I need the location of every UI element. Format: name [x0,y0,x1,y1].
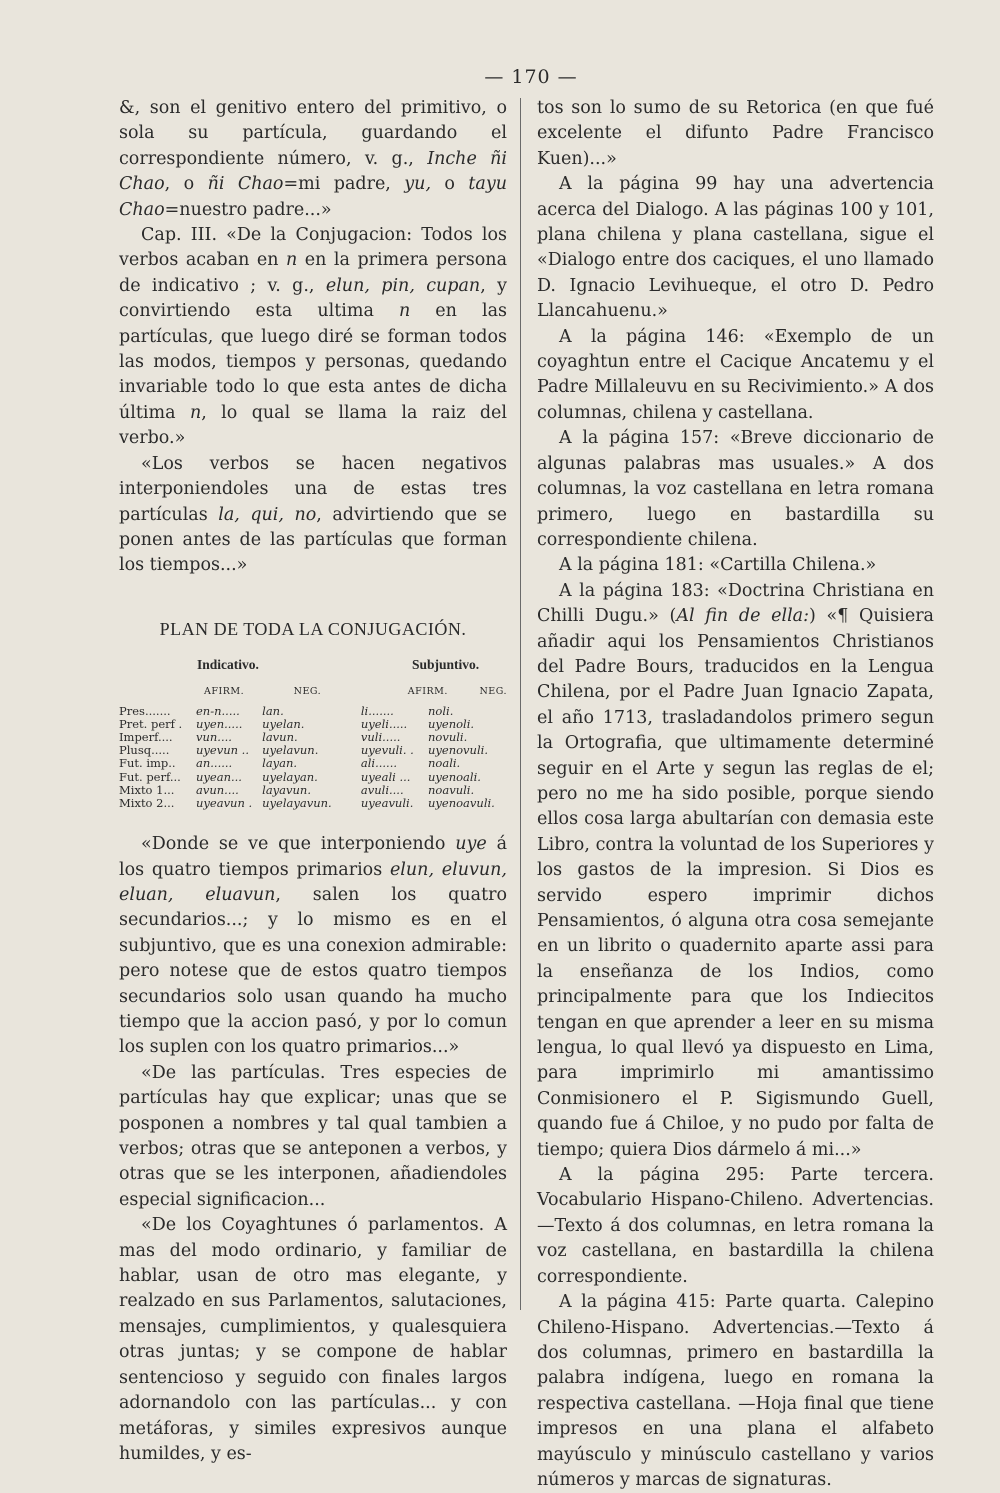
column-divider [520,98,521,1310]
paragraph-diccionario: A la página 157: «Breve diccionario de algunas palabras mas usuales.» A dos columnas, la voz castellana en letra romana primero, luego en bastardilla su correspondiente chilena. [537,428,934,550]
left-column [119,96,507,1467]
conjugation-row [119,718,507,731]
subjuntivo-neg: noavuli. [428,782,475,797]
tense-label: Fut. imp.. [119,756,176,771]
tense-label: Mixto 1... [119,782,175,797]
paragraph-genitive: &, son el genitivo entero del primitivo, o sola su partícula, guardando el correspondiente número, v. g., Inche ñi Chao, o ñi Chao=mi padre, yu, o tayu Chao=nuestro padre...» [119,98,507,220]
tense-label: Pres....... [119,703,171,718]
indicativo-afirm: avun.... [196,782,239,797]
paragraph-vocabulario: A la página 295: Parte tercera. Vocabulario Hispano-Chileno. Advertencias.—Texto á dos columnas, en letra romana la voz castellana, en bastardilla la chilena correspondiente. [537,1165,934,1287]
conjugation-row [119,784,507,797]
paragraph-exemplo: A la página 146: «Exemplo de un coyaghtun entre el Cacique Ancatemu y el Padre Millaleuvu en su Recivimiento.» A dos columnas, chilena y castellana. [537,326,934,423]
subjuntivo-neg: noali. [428,756,461,771]
subjuntivo-afirm: uyeali ... [360,769,411,784]
conjugation-row [119,757,507,770]
conjugation-headers [119,658,507,671]
page-number: — 170 — [484,66,578,88]
paragraph-particulas: «De las partículas. Tres especies de partículas hay que explicar; unas que se posponen a nombres y tal qual tambien a verbos; otras que se anteponen a verbos, y otras que se les interponen, añadiendoles especial significacion... [119,1062,507,1210]
header-subjuntivo: Subjuntivo. [412,657,480,673]
paragraph-interponiendo: «Donde se ve que interponiendo uye á los quatro tiempos primarios elun, eluvun, eluan, eluavun, salen los quatro secundarios...; y lo mismo es en el subjuntivo, que es una conexion admirable: pero notese que de estos quatro tiempos secundarios solo usan quando ha mucho tiempo que la accion pasó, y por lo comun los suplen con los quatro primarios...» [119,834,508,1058]
indicativo-afirm: vun.... [196,729,232,744]
plan-title: PLAN DE TODA LA CONJUGACIÓN. [159,618,467,639]
subjuntivo-afirm: uyevuli. . [360,743,414,758]
conjugation-row [119,705,507,718]
subjuntivo-afirm: avuli.... [360,782,404,797]
paragraph-conjugacion: Cap. III. «De la Conjugacion: Todos los verbos acaban en n en la primera persona de indicativo ; v. g., elun, pin, cupan, y convirtiendo esta ultima n en las partículas, que luego diré se forman todos las modos, tiempos y personas, quedando invariable todo lo que esta antes de dicha última n, lo qual se llama la raiz del verbo.» [119,225,508,449]
subjuntivo-afirm: uyeli..... [360,716,408,731]
conjugation-row [119,771,507,784]
tense-label: Plusq..... [119,743,170,758]
indicativo-neg: uyelan. [262,716,305,731]
conjugation-row [119,797,507,810]
subheader-afirm-sub: AFIRM. [407,686,448,698]
indicativo-neg: uyelavun. [262,743,319,758]
indicativo-afirm: en-n..... [196,703,240,718]
paragraph-calepino: A la página 415: Parte quarta. Calepino Chileno-Hispano. Advertencias.—Texto á dos columnas, primero en bastardilla la palabra indígena, luego en romana la respectiva castellana. —Hoja final que tiene impresos en una plana el alfabeto mayúsculo y minúsculo castellano y varios números y marcas de signaturas. [537,1292,934,1490]
conjugation-subheaders [119,685,507,698]
conjugation-table [119,658,507,810]
indicativo-neg: lan. [262,703,284,718]
indicativo-neg: layavun. [262,782,311,797]
indicativo-neg: layan. [262,756,298,771]
subjuntivo-neg: uyenoavuli. [428,795,495,810]
tense-label: Mixto 2... [119,795,175,810]
tense-label: Fut. perf... [119,769,181,784]
indicativo-afirm: uyeavun . [196,795,253,810]
paragraph-retorica: tos son lo sumo de su Retorica (en que fué excelente el difunto Padre Francisco Kuen)...» [537,98,934,169]
subjuntivo-neg: uyenoli. [428,716,475,731]
subheader-neg-ind: NEG. [293,686,322,698]
indicativo-neg: lavun. [262,729,298,744]
paragraph-cartilla: A la página 181: «Cartilla Chilena.» [559,555,877,576]
indicativo-afirm: an...... [196,756,233,771]
subjuntivo-neg: novuli. [428,729,468,744]
subjuntivo-afirm: li....... [360,703,394,718]
subheader-afirm-ind: AFIRM. [204,686,245,698]
indicativo-afirm: uyevun .. [196,743,249,758]
paragraph-dialogo: A la página 99 hay una advertencia acerca del Dialogo. A las páginas 100 y 101, plana chilena y plana castellana, sigue el «Dialogo entre dos caciques, el uno llamado D. Ignacio Levihueque, el otro D. Pedro Llancahuenu.» [537,174,934,322]
tense-label: Imperf.... [119,729,173,744]
subjuntivo-neg: uyenovuli. [428,743,488,758]
subjuntivo-afirm: ali...... [360,756,398,771]
indicativo-afirm: uyen..... [196,716,243,731]
paragraph-negativos: «Los verbos se hacen negativos interponiendoles una de estas tres partículas la, qui, no, advirtiendo que se ponen antes de las partículas que forman los tiempos...» [119,453,507,576]
subjuntivo-neg: noli. [428,703,454,718]
subheader-neg-sub: NEG. [479,686,507,698]
header-indicativo: Indicativo. [197,657,259,673]
paragraph-doctrina: A la página 183: «Doctrina Christiana en Chilli Dugu.» (Al fin de ella:) «¶ Quisiera añadir aqui los Pensamientos Christianos del Padre Bours, traducidos en la Lengua Chilena, por el Padre Juan Ignacio Zapata, el año 1713, trasladandolos primero segun la Ortografia, que ultimamente determiné seguir en el Arte y segun las reglas de el; pero no me ha sido posible, porque siendo ellos cosa larga abultarían con demasia este Libro, contra la voluntad de los Superiores y los gastos de la impresion. Si Dios es servido espero imprimir dichos Pensamientos, ó alguna otra cosa semejante en un librito o quadernito aparte assi para la enseñanza de los Indios, como principalmente para que los Indiecitos tengan en que aprender a leer en su misma lengua, lo qual llevó ya dispuesto en Lima, para imprimirlo mi amantissimo Conmisionero el P. Sigismundo Guell, quando fue á Chiloe, y no pudo por falta de tiempo; quiera Dios dármelo á mi...» [537,580,934,1160]
indicativo-afirm: uyean... [196,769,242,784]
paragraph-coyaghtunes: «De los Coyaghtunes ó parlamentos. A mas del modo ordinario, y familiar de hablar, usan de otro mas elegante, y realzado en sus Parlamentos, salutaciones, mensajes, cumplimientos, y qualesquiera otras juntas; y se compone de hablar sentencioso y seguido con finales largos adornandolo con las partículas... y con metáforas, y similes expresivos aunque humildes, y es- [119,1215,507,1464]
subjuntivo-afirm: vuli..... [360,729,401,744]
subjuntivo-afirm: uyeavuli. [360,795,414,810]
indicativo-neg: uyelayan. [262,769,318,784]
tense-label: Pret. perf . [119,716,183,731]
subjuntivo-neg: uyenoali. [428,769,481,784]
indicativo-neg: uyelayavun. [262,795,332,810]
right-column [537,96,934,1493]
